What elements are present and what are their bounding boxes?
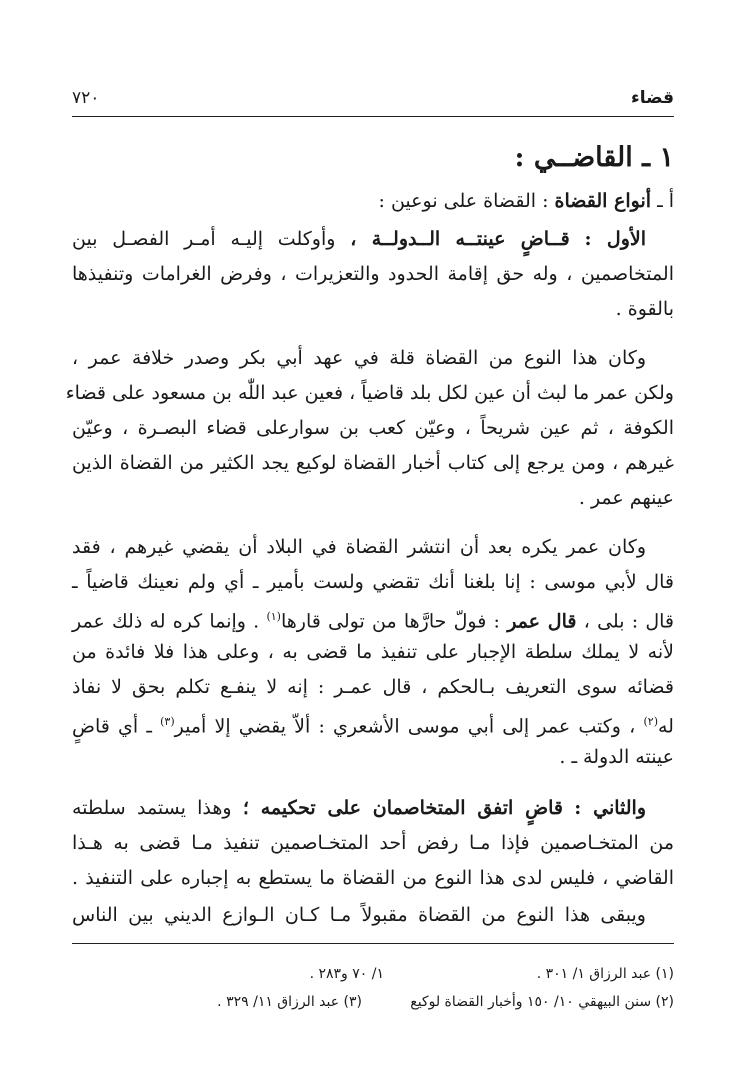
para2-line-3: الكوفة ، ثم عين شريحاً ، وعيّن كعب بن سوارعلى قضاء البصـرة ، وعيّن [72,417,674,439]
footnote-ref-3: (٣) [160,715,175,728]
para2-line-4: غيرهم ، ومن يرجع إلى كتاب أخبار القضاة لوكيع يجد الكثير من القضاة الذين [72,452,674,474]
para3-line-3-d: . وإنما كره له ذلك عمر [72,610,260,633]
subsection-line [72,188,674,214]
para3-line-3-a: قال : بلى ، [583,610,675,633]
para1-line-3: بالقوة . [615,298,674,320]
para5-line-1: ويبقى هذا النوع من القضاة مقبولاً مـا كـان الـوازع الديني بين الناس [72,904,646,926]
para3-line-6 [72,709,674,739]
para3-line-3-c: : فولّ حارَّها من تولى قارها [280,610,500,633]
subsection-label: أنواع القضاة [554,190,652,212]
para3-line-6-a: له [658,715,674,738]
para4-bold-phrase: قاضٍ اتفق المتخاصمان على تحكيمه ؛ [242,797,564,819]
para4-line-3: القاضي ، فليس لدى هذا النوع من القضاة ما يستطع به إجباره على التنفيذ . [72,867,674,889]
page-number: ٧٢٠ [72,88,100,108]
footnote-ref-1: (١) [266,610,281,623]
para2-line-2: ولكن عمر ما لبث أن عين لكل بلد قاضياً ، فعين عبد اللّٰه بن مسعود على قضاء [65,382,674,404]
footnote-2-continuation: ١/ ٧٠ و٢٨٣ . [309,966,384,982]
para3-line-3-b: قال عمر [507,610,577,633]
footnote-rule [72,943,674,944]
footnote-2: (٢) سنن البيهقي ١٠/ ١٥٠ وأخبار القضاة لوكيع [410,994,674,1010]
para3-line-7: عينته الدولة ـ . [559,746,674,768]
para4-line-2: من المتخـاصمين فإذا مـا رفض أحد المتخـاصمين تنفيذ مـا قضى به هـذا [72,832,674,854]
para1-label: الأول : [584,228,647,250]
footnote-1: (١) عبد الرزاق ١/ ٣٠١ . [536,966,674,982]
para3-line-6-c: ـ أي قاضٍ [72,715,152,738]
para3-line-1: وكان عمر يكره بعد أن انتشر القضاة في البلاد أن يقضي غيرهم ، فقد [72,536,646,558]
running-header-title: قضاء [631,88,674,108]
para3-line-5: قضائه سوى التعريف بـالحكم ، قال عمـر : إنه لا ينفـع تكلم بحق لا نفاذ [72,676,674,698]
para3-line-4: لأنه لا يملك سلطة الإجبار على تنفيذ ما قضى به ، وعلى هذا فلا فائدة من [72,641,674,663]
section-heading: ١ ـ القاضــي : [514,142,674,173]
header-rule [72,116,674,117]
para4-line-1-rest: وهذا يستمد سلطته [72,797,232,819]
para1-line-2: المتخاصمين ، وله حق إقامة الحدود والتعزيرات ، وفرض الغرامات وتنفيذها [72,263,674,285]
para3-line-2: قال لأبي موسى : إنا بلغنا أنك تقضي ولست بأمير ـ أي ولم نعينك قاضياً ـ [72,571,674,593]
para1-line-1 [72,226,646,252]
para4-line-1 [72,795,646,821]
para3-line-6-b: ، وكتب عمر إلى أبي موسى الأشعري : ألاّ يقضي إلا أمير [174,715,636,738]
para4-label: والثاني : [574,797,647,819]
para1-bold-phrase: قــاضٍ عينتــه الــدولــة ، [350,228,570,250]
para3-line-3 [72,604,674,634]
footnote-ref-2: (٢) [643,715,658,728]
para1-line-1-rest: وأوكلت إليـه أمـر الفصـل بين [72,228,336,250]
subsection-marker: أ ـ [657,190,674,212]
para2-line-5: عينهم عمر . [578,487,674,509]
para2-line-1: وكان هذا النوع من القضاة قلة في عهد أبي بكر وصدر خلافة عمر ، [72,347,646,369]
footnote-3: (٣) عبد الرزاق ١١/ ٣٢٩ . [217,994,362,1010]
subsection-text: : القضاة على نوعين : [378,190,549,212]
